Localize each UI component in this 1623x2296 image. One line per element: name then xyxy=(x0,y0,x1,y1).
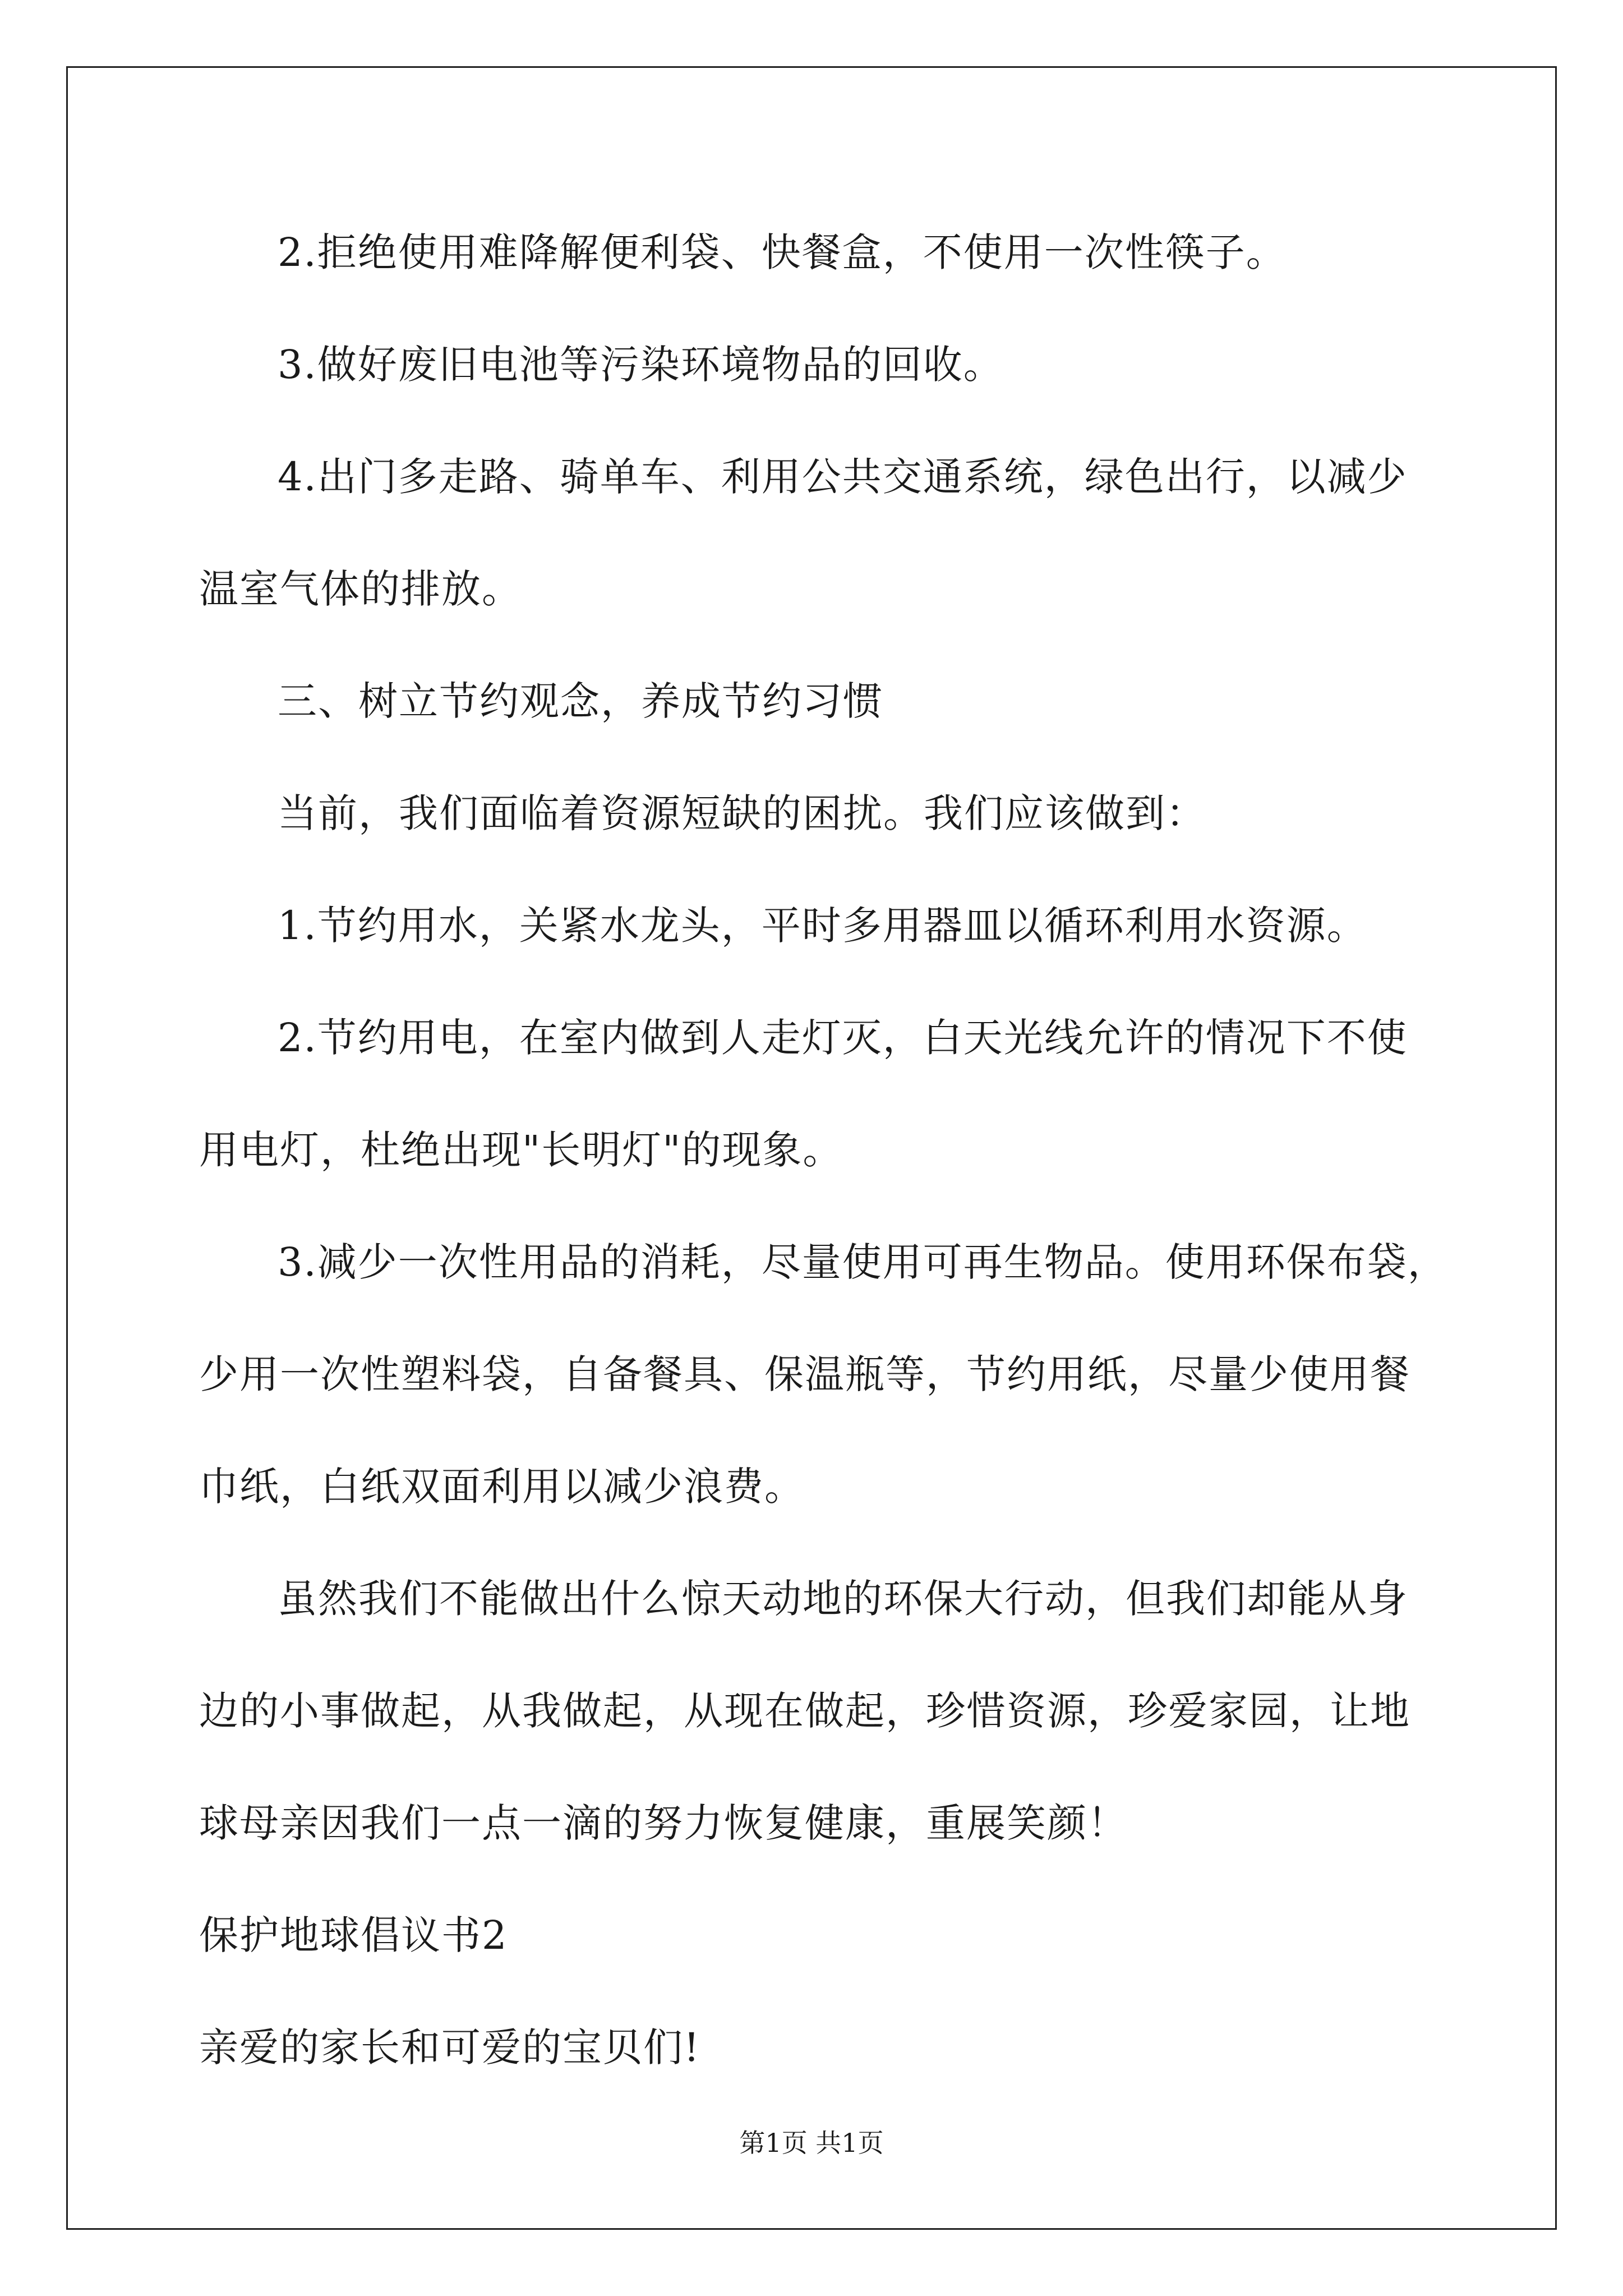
paragraph-line: 球母亲因我们一点一滴的努力恢复健康，重展笑颜！ xyxy=(199,1800,1128,1846)
section-heading: 三、树立节约观念，养成节约习惯 xyxy=(278,678,883,724)
paragraph-line: 3.减少一次性用品的消耗，尽量使用可再生物品。使用环保布袋， xyxy=(278,1239,1448,1285)
paragraph-line: 2.拒绝使用难降解便利袋、快餐盒，不使用一次性筷子。 xyxy=(278,229,1287,275)
paragraph-line: 4.出门多走路、骑单车、利用公共交通系统，绿色出行，以减少 xyxy=(278,454,1408,500)
document-title: 保护地球倡议书2 xyxy=(199,1912,508,1958)
paragraph-line: 1.节约用水，关紧水龙头，平时多用器皿以循环利用水资源。 xyxy=(278,903,1367,949)
paragraph-line: 少用一次性塑料袋，自备餐具、保温瓶等，节约用纸，尽量少使用餐 xyxy=(199,1351,1410,1397)
paragraph-line: 2.节约用电，在室内做到人走灯灭，白天光线允许的情况下不使 xyxy=(278,1015,1408,1061)
paragraph-line: 当前，我们面临着资源短缺的困扰。我们应该做到： xyxy=(278,790,1206,836)
paragraph-line: 虽然我们不能做出什么惊天动地的环保大行动，但我们却能从身 xyxy=(278,1576,1408,1622)
page-footer: 第1页 共1页 xyxy=(739,2128,884,2158)
paragraph-line: 用电灯，杜绝出现"长明灯"的现象。 xyxy=(199,1127,843,1173)
paragraph-line: 3.做好废旧电池等污染环境物品的回收。 xyxy=(278,342,1004,388)
salutation: 亲爱的家长和可爱的宝贝们! xyxy=(199,2024,701,2070)
paragraph-line: 巾纸，白纸双面利用以减少浪费。 xyxy=(199,1464,805,1510)
paragraph-line: 边的小事做起，从我做起，从现在做起，珍惜资源，珍爱家园，让地 xyxy=(199,1688,1410,1734)
paragraph-line: 温室气体的排放。 xyxy=(199,566,522,612)
